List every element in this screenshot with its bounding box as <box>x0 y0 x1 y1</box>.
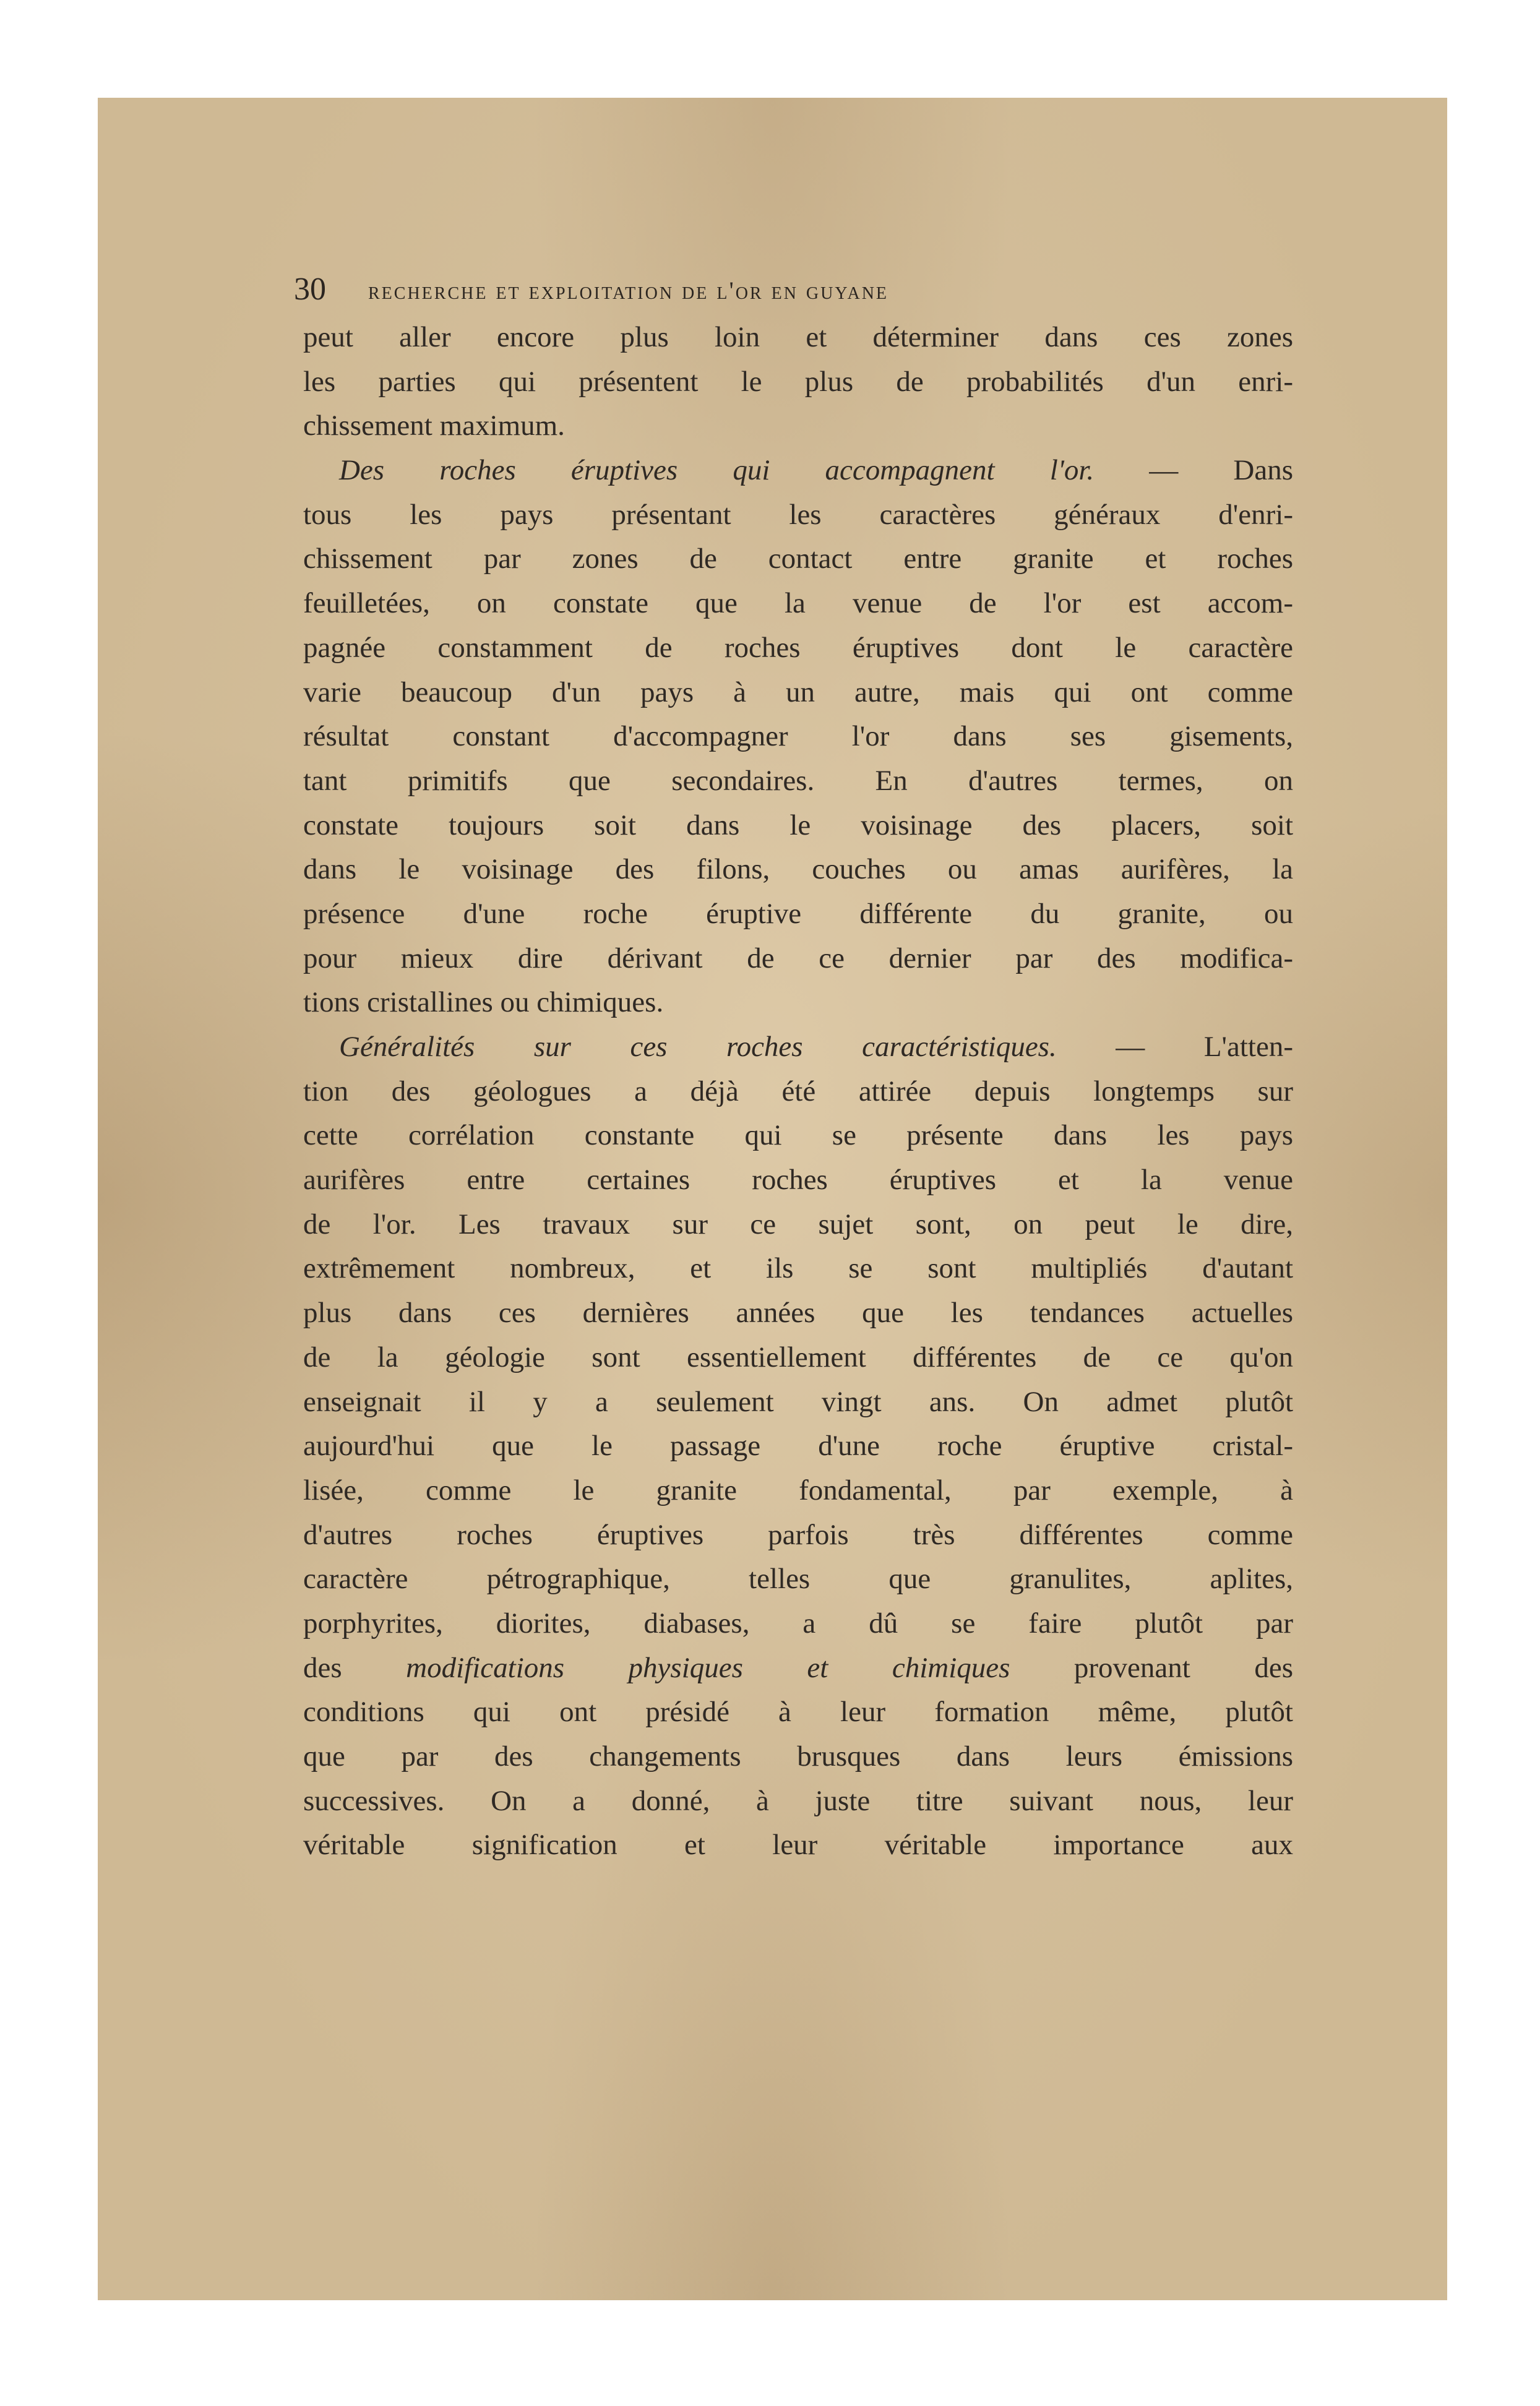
text-line: successives. On a donné, à juste titre suivant nous, leur <box>303 1784 1293 1817</box>
text-line: les parties qui présentent le plus de probabilités d'un enri- <box>303 365 1293 398</box>
text-line: peut aller encore plus loin et déterminer dans ces zones <box>303 321 1293 353</box>
text-line: conditions qui ont présidé à leur formation même, plutôt <box>303 1696 1293 1729</box>
text-line: tions cristallines ou chimiques. <box>303 986 664 1019</box>
section-heading-line <box>303 1025 1293 1070</box>
text-line: de la géologie sont essentiellement différentes de ce qu'on <box>303 1341 1293 1373</box>
body-text <box>303 316 1293 1868</box>
text-line: résultat constant d'accompagner l'or dans ses gisements, <box>303 720 1293 753</box>
running-title: recherche et exploitation de l'or en guyane <box>368 277 889 304</box>
text-line: d'autres roches éruptives parfois très différentes comme <box>303 1518 1293 1551</box>
text-line: que par des changements brusques dans leurs émissions <box>303 1740 1293 1772</box>
page-header <box>294 265 1296 314</box>
text-line: dans le voisinage des filons, couches ou amas aurifères, la <box>303 853 1293 886</box>
text-line: pour mieux dire dérivant de ce dernier par des modifica- <box>303 942 1293 974</box>
text-line: constate toujours soit dans le voisinage des placers, soit <box>303 809 1293 841</box>
text-line: chissement par zones de contact entre granite et roches <box>303 543 1293 575</box>
text-fragment: provenant des <box>1010 1651 1293 1684</box>
text-line: aurifères entre certaines roches éruptives et la venue <box>303 1164 1293 1197</box>
section-heading: Des roches éruptives qui accompagnent l'or. <box>339 454 1095 487</box>
text-line: tant primitifs que secondaires. En d'autres termes, on <box>303 764 1293 797</box>
text-line: caractère pétrographique, telles que granulites, aplites, <box>303 1563 1293 1596</box>
text-line: présence d'une roche éruptive différente du granite, ou <box>303 897 1293 930</box>
text-line: extrêmement nombreux, et ils se sont multipliés d'autant <box>303 1252 1293 1285</box>
italic-phrase: modifications physiques et chimiques <box>406 1651 1010 1684</box>
text-fragment: des <box>303 1651 407 1684</box>
text-line-with-italic <box>303 1646 1293 1691</box>
text-line: enseignait il y a seulement vingt ans. On admet plutôt <box>303 1385 1293 1418</box>
text-line: cette corrélation constante qui se présente dans les pays <box>303 1119 1293 1152</box>
text-fragment: — Dans <box>1094 454 1294 487</box>
text-line: varie beaucoup d'un pays à un autre, mais qui ont comme <box>303 676 1293 708</box>
text-line: pagnée constamment de roches éruptives dont le caractère <box>303 631 1293 664</box>
text-line: plus dans ces dernières années que les tendances actuelles <box>303 1297 1293 1330</box>
text-fragment: — L'atten- <box>1056 1031 1293 1063</box>
text-line: aujourd'hui que le passage d'une roche éruptive cristal- <box>303 1430 1293 1463</box>
text-line: tion des géologues a déjà été attirée depuis longtemps sur <box>303 1075 1293 1107</box>
text-line: lisée, comme le granite fondamental, par exemple, à <box>303 1474 1293 1506</box>
text-line: porphyrites, diorites, diabases, a dû se faire plutôt par <box>303 1607 1293 1639</box>
section-heading-line <box>303 449 1293 493</box>
text-line: chissement maximum. <box>303 410 565 442</box>
text-line: tous les pays présentant les caractères généraux d'enri- <box>303 498 1293 531</box>
text-line: de l'or. Les travaux sur ce sujet sont, on peut le dire, <box>303 1208 1293 1240</box>
text-line: véritable signification et leur véritable importance aux <box>303 1829 1293 1862</box>
section-heading: Généralités sur ces roches caractéristiques. <box>339 1031 1057 1063</box>
text-line: feuilletées, on constate que la venue de l'or est accom- <box>303 587 1293 620</box>
page-number: 30 <box>294 272 326 307</box>
